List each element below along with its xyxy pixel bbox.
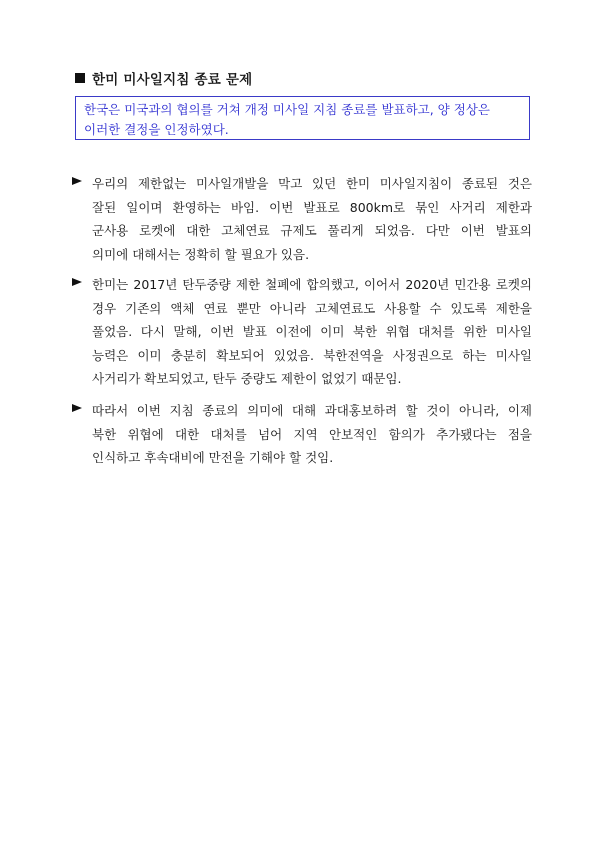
- section-title: 한미 미사일지침 종료 문제: [92, 72, 253, 88]
- bullet-line: 북한 위협에 대한 대처를 넘어 지역 안보적인 함의가 추가됐다는 점을: [92, 426, 532, 442]
- bullet-text: [92, 273, 532, 391]
- bullet-text: [92, 172, 532, 266]
- triangle-bullet-icon: [72, 404, 82, 412]
- summary-line: 이러한 결정을 인정하였다.: [84, 122, 229, 137]
- bullet-line: 군사용 로켓에 대한 고체연료 규제도 풀리게 되었음. 다만 이번 발표의: [92, 223, 532, 238]
- bullet-line: 능력은 이미 충분히 확보되어 있었음. 북한전역을 사정권으로 하는 미사일: [92, 347, 532, 363]
- triangle-bullet-icon: [72, 278, 82, 286]
- section-heading: [75, 68, 252, 88]
- triangle-bullet-icon: [72, 177, 82, 185]
- bullet-line: 의미에 대해서는 정확히 할 필요가 있음.: [92, 246, 310, 262]
- black-square-icon: [75, 73, 85, 83]
- bullet-line: 따라서 이번 지침 종료의 의미에 대해 과대홍보하려 할 것이 아니라, 이제: [92, 403, 532, 418]
- bullet-line: 풀었음. 다시 말해, 이번 발표 이전에 이미 북한 위협 대처를 위한 미사일: [92, 324, 532, 339]
- bullet-line: 인식하고 후속대비에 만전을 기해야 할 것임.: [92, 450, 334, 465]
- bullet-line: 잘된 일이며 환영하는 바임. 이번 발표로 800km로 묶인 사거리 제한과: [92, 199, 532, 215]
- bullet-line: 사거리가 확보되었고, 탄두 중량도 제한이 없었기 때문임.: [92, 371, 402, 386]
- summary-box: [75, 96, 530, 140]
- bullet-line: 한미는 2017년 탄두중량 제한 철폐에 합의했고, 이어서 2020년 민간용 로켓의: [92, 277, 532, 292]
- bullet-line: 우리의 제한없는 미사일개발을 막고 있던 한미 미사일지침이 종료된 것은: [92, 176, 532, 191]
- bullet-line: 경우 기존의 액체 연료 뿐만 아니라 고체연료도 사용할 수 있도록 제한을: [92, 300, 532, 316]
- bullet-text: [92, 399, 532, 470]
- summary-line: 한국은 미국과의 협의를 거쳐 개정 미사일 지침 종료를 발표하고, 양 정상은: [84, 102, 490, 117]
